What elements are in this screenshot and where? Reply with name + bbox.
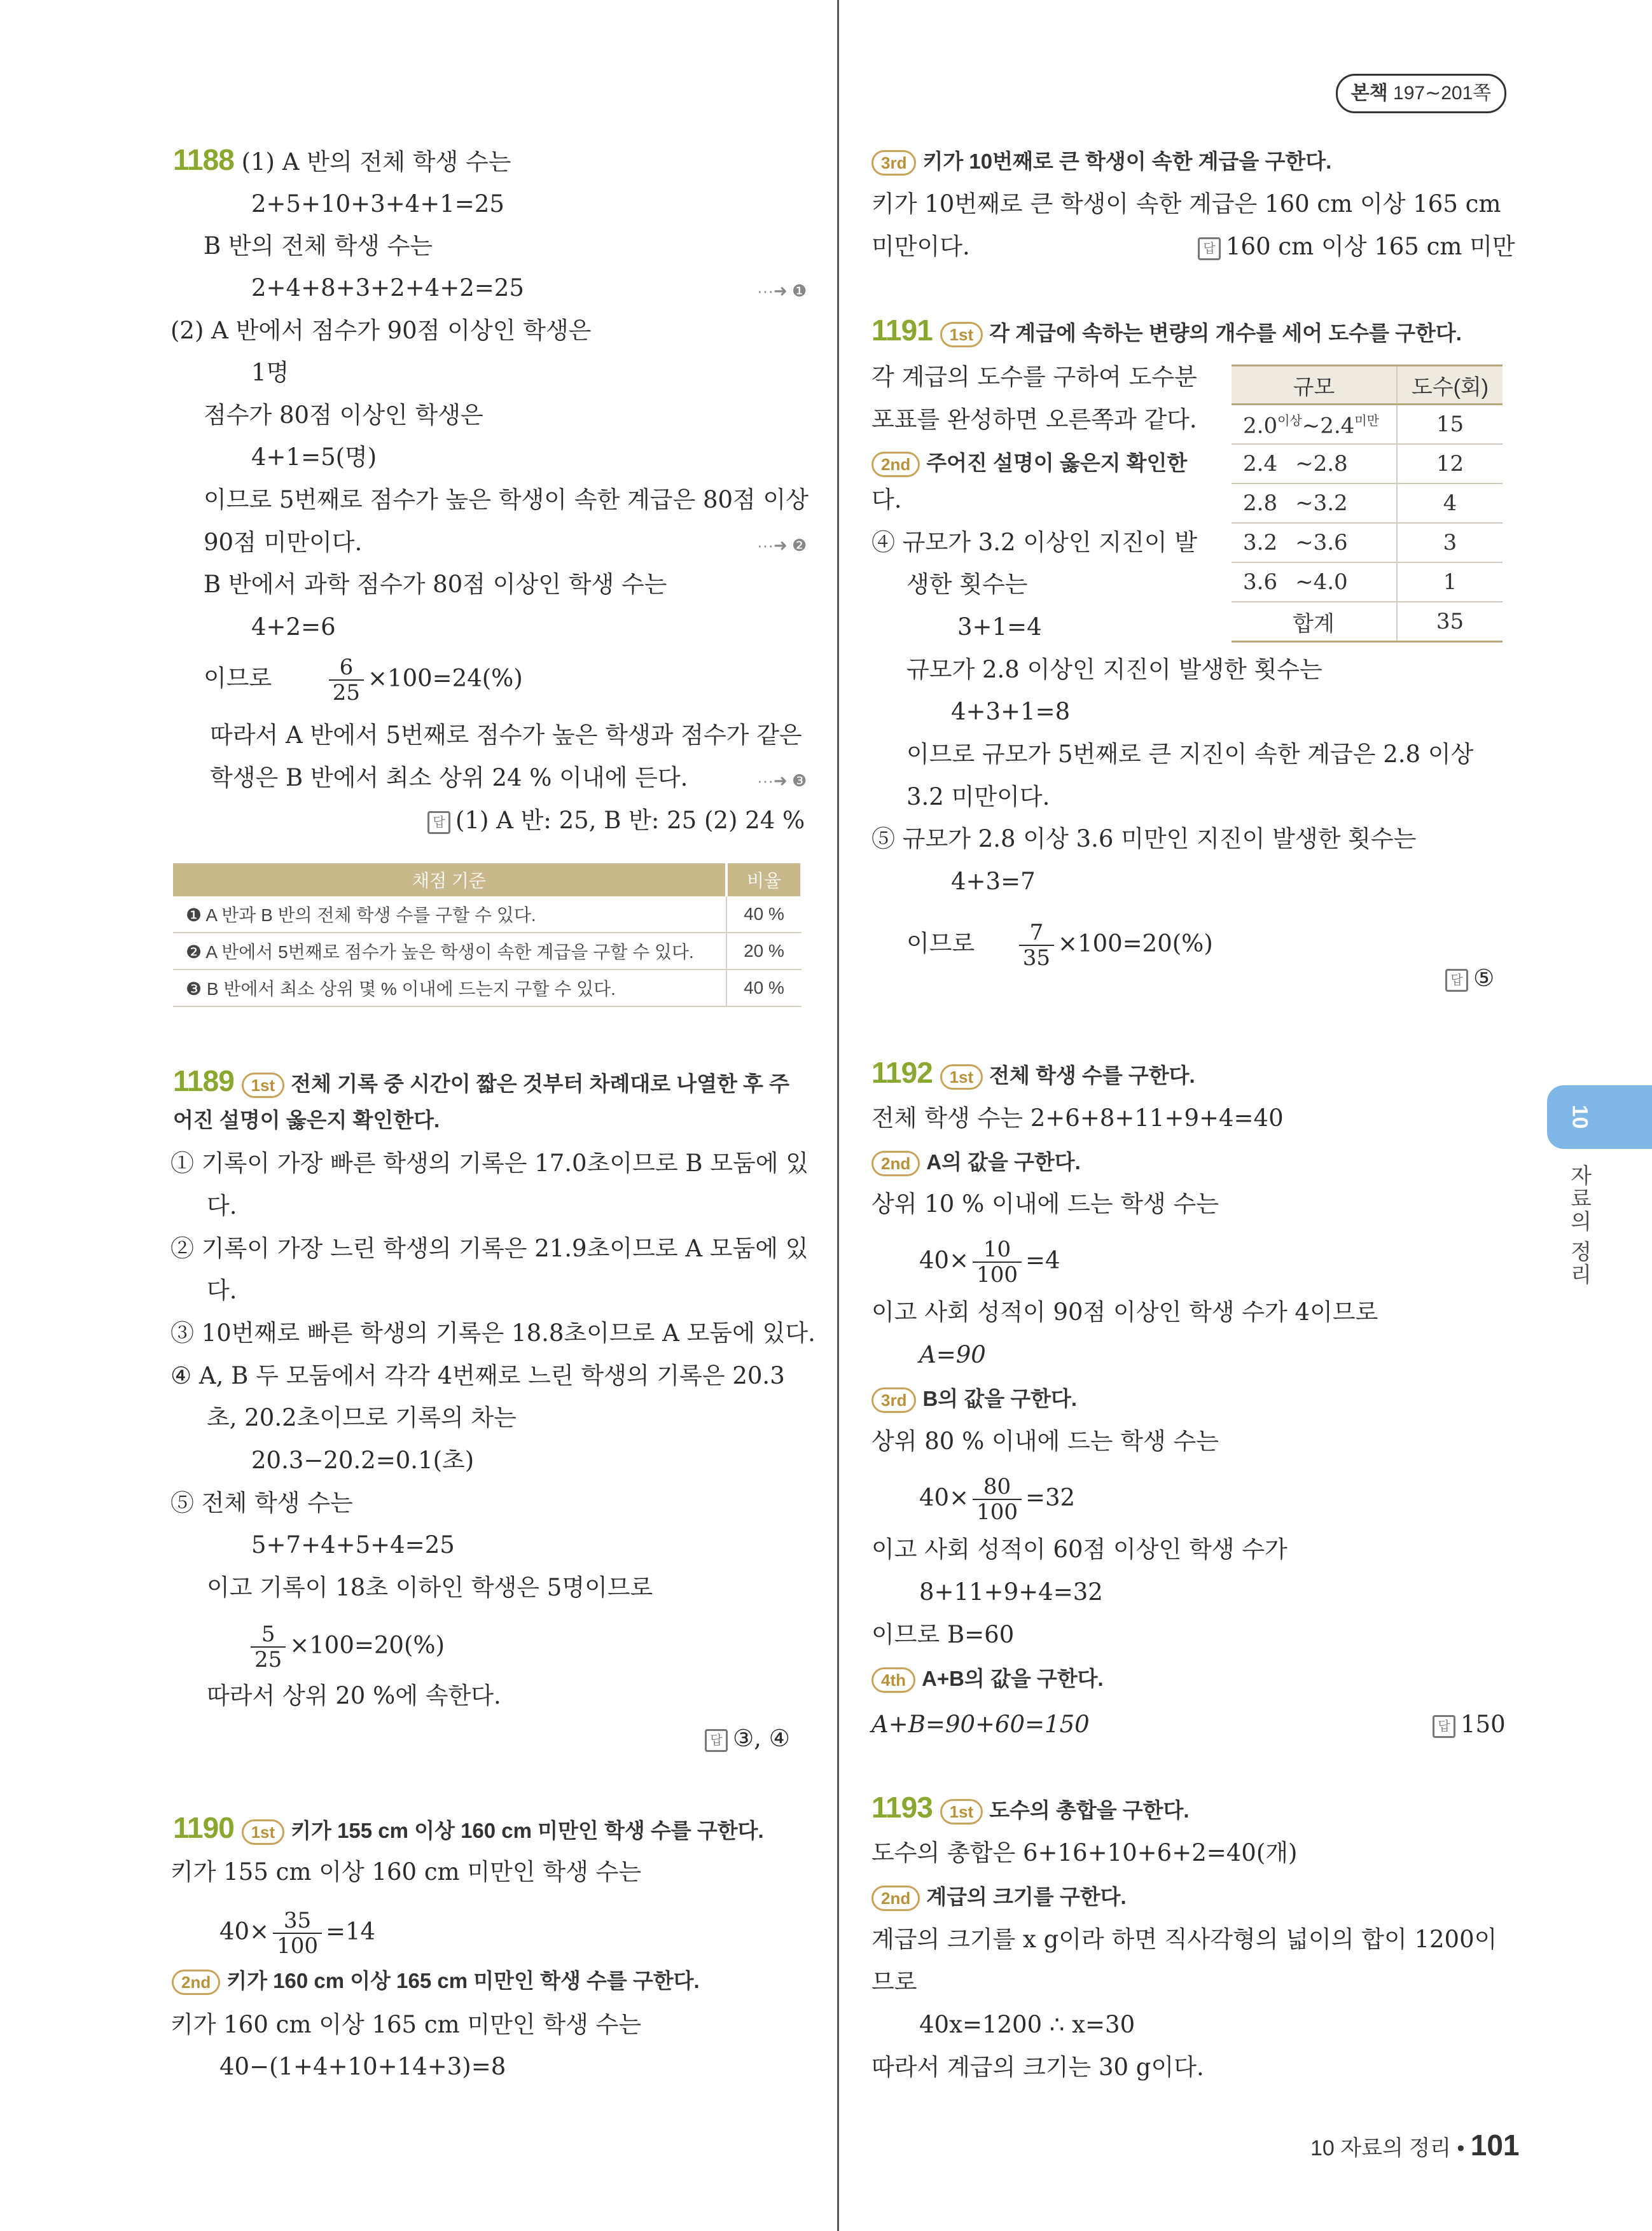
frequency: 12 (1397, 444, 1503, 483)
step-marker-2: ···➜ ❷ (757, 536, 807, 555)
text: 규모가 2.8 이상인 지진이 발생한 횟수는 (906, 656, 1322, 683)
ratio-value: 20 % (726, 933, 802, 970)
step-badge: 4th (871, 1667, 915, 1693)
step-description: 주어진 설명이 옳은지 확인한 (926, 451, 1188, 475)
problem-1192-header (871, 1058, 1195, 1090)
above-label: 이상 (1277, 414, 1302, 428)
numerator: 10 (973, 1237, 1022, 1263)
text: 이고 사회 성적이 60점 이상인 학생 수가 (871, 1536, 1288, 1563)
table-row (1232, 562, 1503, 602)
text: =14 (326, 1917, 376, 1945)
answer (705, 1724, 790, 1753)
step-badge: 2nd (172, 1970, 220, 1995)
denominator: 25 (254, 1647, 282, 1672)
step-badge: 1st (242, 1819, 285, 1845)
fraction-line (204, 655, 523, 705)
answer-icon: 답 (427, 811, 450, 834)
fraction-line (919, 1475, 1075, 1524)
criteria-text: ❶ A 반과 B 반의 전체 학생 수를 구할 수 있다. (173, 896, 726, 933)
equation: 4+3=7 (951, 868, 1036, 895)
step-description: 키가 155 cm 이상 160 cm 미만인 학생 수를 구한다. (291, 1819, 764, 1842)
text: 이고 사회 성적이 90점 이상인 학생 수가 4이므로 (871, 1298, 1378, 1326)
step-badge: 1st (940, 1064, 983, 1090)
to: ∼2.4 (1301, 413, 1355, 439)
problem-number: 1192 (871, 1056, 933, 1089)
step-description: 키가 160 cm 이상 165 cm 미만인 학생 수를 구한다. (226, 1969, 700, 1992)
step-description: 각 계급에 속하는 변량의 개수를 세어 도수를 구한다. (989, 321, 1462, 345)
footer-chapter: 10 자료의 정리 (1310, 2136, 1451, 2160)
from: 3.2 (1243, 530, 1278, 555)
grading-header-criteria: 채점 기준 (173, 863, 726, 896)
step-description: 전체 기록 중 시간이 짧은 것부터 차례대로 나열한 후 주 (291, 1072, 789, 1095)
text: 계급의 크기를 x g이라 하면 직사각형의 넓이의 합이 1200이 (871, 1926, 1497, 1953)
fraction-line (919, 1237, 1060, 1287)
step-badge: 3rd (871, 1387, 916, 1413)
text: 3.2 미만이다. (906, 783, 1050, 810)
step-marker-1: ···➜ ❶ (757, 281, 807, 300)
equation: 5+7+4+5+4=25 (251, 1531, 455, 1559)
answer (1445, 964, 1494, 993)
table-row-total (1232, 602, 1503, 642)
problem-1193-header (871, 1793, 1190, 1825)
problem-number: 1191 (871, 314, 933, 347)
text: 따라서 A 반에서 5번째로 점수가 높은 학생과 점수가 같은 (210, 721, 802, 749)
from: 2.0 (1243, 413, 1278, 439)
text: 키가 160 cm 이상 165 cm 미만인 학생 수는 (170, 2011, 642, 2038)
equation: 4+3+1=8 (951, 698, 1071, 725)
total-label: 합계 (1232, 602, 1397, 642)
text: ④ A, B 두 모둠에서 각각 4번째로 느린 학생의 기록은 20.3 (170, 1362, 785, 1389)
text: 포표를 완성하면 오른쪽과 같다. (871, 406, 1197, 433)
numerator: 35 (273, 1908, 322, 1934)
problem-number: 1188 (173, 143, 234, 176)
text: 키가 10번째로 큰 학생이 속한 계급은 160 cm 이상 165 cm (871, 190, 1501, 218)
problem-number: 1190 (173, 1811, 234, 1844)
text: 이므로 5번째로 점수가 높은 학생이 속한 계급은 80점 이상 (204, 486, 809, 513)
frequency: 3 (1397, 523, 1503, 562)
from: 3.6 (1243, 569, 1278, 595)
equation: 20.3−20.2=0.1(초) (251, 1447, 475, 1474)
step-description: 계급의 크기를 구한다. (926, 1885, 1127, 1908)
answer-text: 150 (1461, 1711, 1506, 1738)
denominator: 100 (976, 1499, 1018, 1525)
table-row (1232, 405, 1503, 445)
to: ∼2.8 (1295, 451, 1348, 476)
text: 40× (919, 1484, 969, 1512)
text: =32 (1025, 1484, 1076, 1512)
fraction-line (906, 921, 1213, 970)
step2-line (871, 1882, 1127, 1912)
step4-line (871, 1664, 1104, 1693)
problem-1188-line1 (173, 145, 511, 177)
page-number: 101 (1470, 2129, 1520, 2162)
fraction (1019, 921, 1054, 970)
text: ×100=20(%) (289, 1631, 445, 1659)
answer-text: ③, ④ (733, 1725, 790, 1752)
numerator: 7 (1019, 921, 1054, 946)
text: 학생은 B 반에서 최소 상위 24 % 이내에 든다. (210, 764, 688, 791)
step2-line (172, 1966, 700, 1996)
text: 따라서 계급의 크기는 30 g이다. (871, 2054, 1204, 2081)
denominator: 100 (277, 1933, 318, 1959)
answer-icon: 답 (705, 1729, 728, 1752)
class-interval (1232, 523, 1397, 562)
answer-icon: 답 (1445, 969, 1468, 992)
equation: 4+2=6 (251, 613, 336, 641)
class-interval (1232, 405, 1397, 445)
step-badge: 2nd (871, 1151, 920, 1176)
equation: 3+1=4 (957, 613, 1042, 641)
chapter-tab-number: 10 (1567, 1104, 1592, 1129)
text: (1) A 반의 전체 학생 수는 (241, 148, 511, 176)
text: ×100=24(%) (368, 664, 523, 692)
step-marker-3: ···➜ ❸ (757, 771, 807, 790)
chapter-side-label: 자료의 정리 (1567, 1164, 1591, 1286)
frequency: 4 (1397, 483, 1503, 523)
answer-text: 160 cm 이상 165 cm 미만 (1226, 233, 1515, 260)
text: ⑤ 규모가 2.8 이상 3.6 미만인 지진이 발생한 횟수는 (871, 825, 1417, 852)
text: B 반의 전체 학생 수는 (204, 232, 433, 260)
answer-icon: 답 (1198, 237, 1221, 260)
problem-number: 1193 (871, 1791, 933, 1824)
equation: 4+1=5(명) (251, 443, 377, 471)
denominator: 25 (332, 680, 361, 705)
text: 상위 10 % 이내에 드는 학생 수는 (871, 1190, 1219, 1218)
text: ⑤ 전체 학생 수는 (170, 1489, 353, 1517)
text: B 반에서 과학 점수가 80점 이상인 학생 수는 (204, 571, 667, 598)
text: 초, 20.2초이므로 기록의 차는 (207, 1404, 517, 1431)
equation: A+B=90+60=150 (871, 1711, 1090, 1738)
page-footer (1310, 2128, 1520, 2162)
text: ② 기록이 가장 느린 학생의 기록은 21.9초이므로 A 모둠에 있 (170, 1235, 809, 1262)
fraction (973, 1475, 1022, 1524)
frequency-table (1232, 365, 1503, 643)
fraction (251, 1622, 286, 1672)
step3-line (871, 146, 1331, 176)
step-badge: 3rd (871, 150, 916, 176)
text: 40× (219, 1917, 270, 1945)
text: 도수의 총합은 6+16+10+6+2=40(개) (871, 1839, 1298, 1866)
header-frequency: 도수(회) (1397, 366, 1503, 405)
denominator: 35 (1022, 945, 1051, 971)
ratio-value: 40 % (726, 970, 802, 1006)
equation: 이므로 B=60 (871, 1621, 1015, 1648)
denominator: 100 (976, 1262, 1018, 1288)
text: 이므로 규모가 5번째로 큰 지진이 속한 계급은 2.8 이상 (906, 740, 1474, 768)
fraction-line (219, 1908, 375, 1958)
step-badge: 1st (242, 1073, 285, 1098)
equation: 8+11+9+4=32 (919, 1578, 1103, 1606)
fraction (973, 1237, 1022, 1287)
table-row (1232, 444, 1503, 483)
text: 다. (207, 1277, 237, 1304)
answer-text: ⑤ (1473, 964, 1495, 992)
text: 이므로 (906, 929, 975, 957)
text: ④ 규모가 3.2 이상인 지진이 발 (871, 529, 1198, 556)
answer (1433, 1710, 1506, 1739)
step3-line (871, 1384, 1077, 1414)
from: 2.8 (1243, 490, 1278, 516)
step-description: 키가 10번째로 큰 학생이 속한 계급을 구한다. (922, 149, 1332, 173)
text: 미만이다. (871, 233, 970, 260)
total-value: 35 (1397, 602, 1503, 642)
answer-text: (1) A 반: 25, B 반: 25 (2) 24 % (455, 807, 805, 834)
criteria-text: ❷ A 반에서 5번째로 점수가 높은 학생이 속한 계급을 구할 수 있다. (173, 933, 726, 970)
step2-line (871, 1147, 1081, 1177)
text: 90점 미만이다. (204, 529, 363, 556)
table-row (173, 896, 802, 933)
badge-label: 본책 (1350, 83, 1388, 104)
frequency: 15 (1397, 405, 1503, 445)
step-badge: 2nd (871, 452, 920, 477)
header-scale: 규모 (1232, 366, 1397, 405)
problem-1189-header (173, 1066, 789, 1099)
text: 점수가 80점 이상인 학생은 (204, 401, 483, 429)
step-description: 어진 설명이 옳은지 확인한다. (173, 1108, 440, 1132)
to: ∼3.6 (1295, 530, 1348, 555)
answer (1198, 232, 1515, 261)
answer-icon: 답 (1433, 1715, 1455, 1738)
text: 생한 횟수는 (906, 571, 1028, 598)
equation: 2+4+8+3+2+4+2=25 (251, 274, 524, 302)
text: ① 기록이 가장 빠른 학생의 기록은 17.0초이므로 B 모둠에 있 (170, 1150, 809, 1177)
class-interval (1232, 444, 1397, 483)
text: =4 (1025, 1246, 1060, 1274)
text: 이고 기록이 18초 이하인 학생은 5명이므로 (207, 1574, 653, 1601)
to: ∼3.2 (1295, 490, 1348, 516)
chapter-tab[interactable] (1547, 1085, 1652, 1149)
step2-line (871, 448, 1187, 478)
column-divider (837, 0, 839, 2231)
fraction (273, 1908, 322, 1958)
table-row (173, 933, 802, 970)
step-description: B의 값을 구한다. (922, 1387, 1078, 1410)
text: 전체 학생 수는 2+6+8+11+9+4=40 (871, 1104, 1284, 1132)
step-description: A의 값을 구한다. (926, 1150, 1081, 1174)
text: (2) A 반에서 점수가 90점 이상인 학생은 (170, 317, 592, 344)
equation: 40−(1+4+10+14+3)=8 (219, 2053, 506, 2080)
text: 다. (871, 486, 902, 513)
text: ③ 10번째로 빠른 학생의 기록은 18.8초이므로 A 모둠에 있다. (170, 1319, 816, 1347)
frequency: 1 (1397, 562, 1503, 602)
step-description: A+B의 값을 구한다. (922, 1667, 1104, 1690)
table-row (173, 970, 802, 1006)
text: 므로 (871, 1968, 917, 1996)
answer (427, 806, 805, 835)
badge-pages: 197∼201쪽 (1393, 83, 1492, 104)
text: 40× (919, 1246, 969, 1274)
grading-header-ratio: 비율 (726, 863, 802, 896)
criteria-text: ❸ B 반에서 최소 상위 몇 % 이내에 드는지 구할 수 있다. (173, 970, 726, 1006)
step-description: 도수의 총합을 구한다. (989, 1798, 1190, 1822)
below-label: 미만 (1354, 414, 1379, 428)
footer-dot: • (1457, 2136, 1465, 2160)
class-interval (1232, 562, 1397, 602)
numerator: 5 (251, 1622, 286, 1648)
numerator: 80 (973, 1475, 1022, 1500)
text: 다. (207, 1192, 237, 1220)
fraction-line (247, 1622, 445, 1672)
text: 1명 (251, 359, 289, 386)
text: 따라서 상위 20 %에 속한다. (207, 1682, 501, 1709)
step-badge: 1st (940, 322, 983, 347)
text: 각 계급의 도수를 구하여 도수분 (871, 363, 1197, 391)
grading-table (173, 863, 803, 1007)
equation: A=90 (919, 1341, 986, 1368)
numerator: 6 (329, 655, 364, 681)
to: ∼4.0 (1295, 569, 1348, 595)
fraction (329, 655, 364, 705)
step-description: 전체 학생 수를 구한다. (989, 1064, 1195, 1087)
text: 이므로 (204, 664, 272, 692)
problem-number: 1189 (173, 1064, 234, 1097)
step-badge: 1st (940, 1799, 983, 1824)
page-range-badge (1336, 74, 1506, 113)
step-badge: 2nd (871, 1886, 920, 1911)
ratio-value: 40 % (726, 896, 802, 933)
class-interval (1232, 483, 1397, 523)
problem-1190-header (173, 1813, 764, 1845)
from: 2.4 (1243, 451, 1278, 476)
problem-1191-header (871, 316, 1462, 348)
equation: 40x=1200 ∴ x=30 (919, 2011, 1135, 2038)
equation: 2+5+10+3+4+1=25 (251, 190, 504, 218)
table-row (1232, 483, 1503, 523)
table-row (1232, 523, 1503, 562)
text: 상위 80 % 이내에 드는 학생 수는 (871, 1428, 1219, 1455)
text: 키가 155 cm 이상 160 cm 미만인 학생 수는 (170, 1858, 642, 1886)
text: ×100=20(%) (1058, 929, 1213, 957)
